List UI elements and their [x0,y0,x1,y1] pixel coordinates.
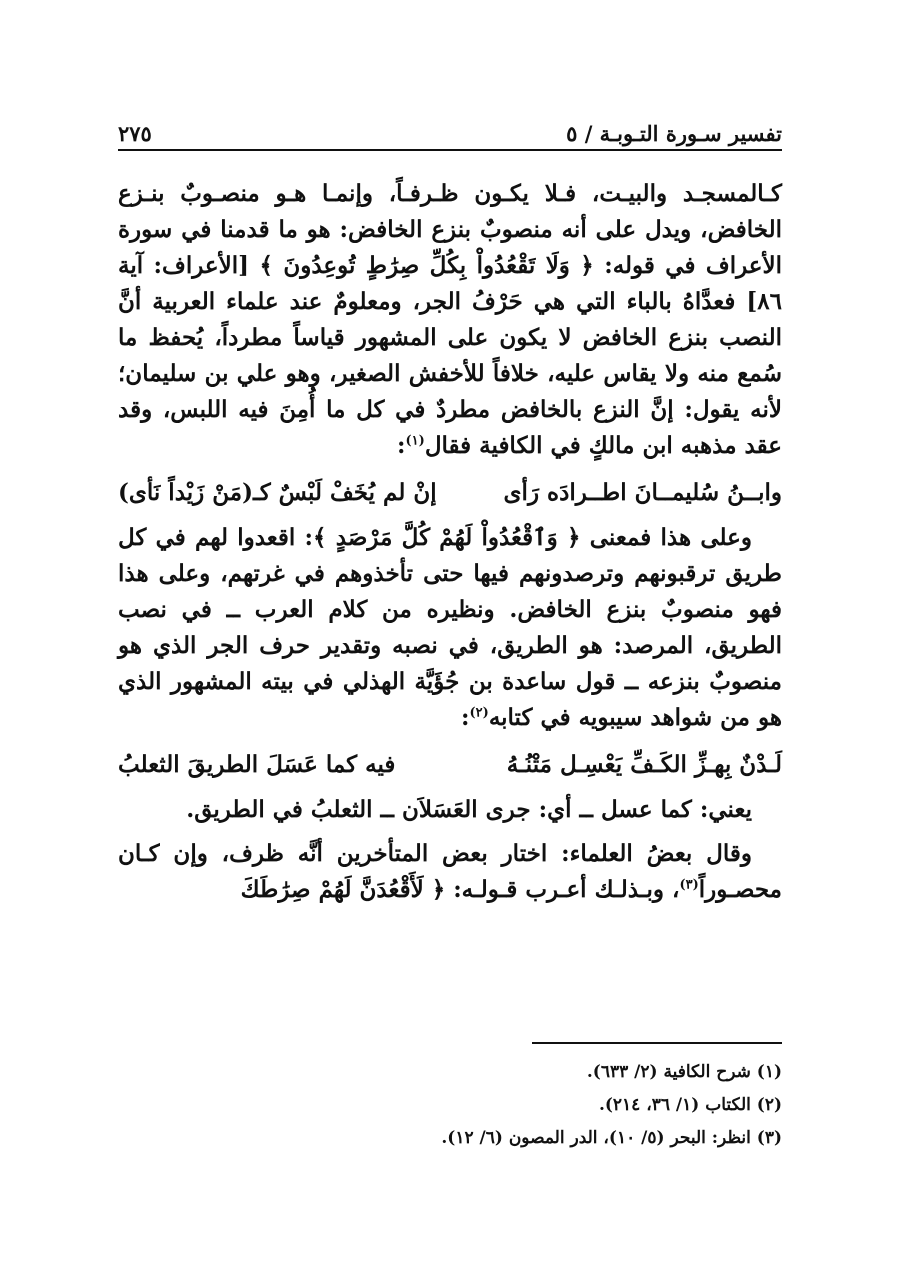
poetry-verse-1 [118,474,782,512]
paragraph-3: يعني: كما عسل ــ أي: جرى العَسَلاَن ــ الثعلبُ في الطريق. [186,796,752,823]
verse-2-first-hemistich: لَـدْنٌ بِهـزِّ الكَـفِّ يَعْسِـل مَتْنُـهُ [506,751,782,778]
footnotes [118,1056,782,1155]
paragraph-2-continued: : اقعدوا لهم في كل طريق ترقبونهم وترصدونهم فيها حتى تأخذوهم في غرتهم، وعلى هذا فهو منصوبٌ بنزع الخافض. ونظيره من كلام العرب ــ في نصب الطريق، المرصد: هو الطريق، في نصبه وتقدير حرف الجر الذي هو منصوبٌ بنزعه ــ قول ساعدة بن جُؤَيَّة الهذلي في بيته المشهور الذي هو من شواهد سيبويه في كتابه [118,524,782,731]
paragraph-4-continued: ، وبـذلـك أعـرب قـولـه: [453,876,680,903]
paragraph-1-end: : [397,432,406,459]
footnote-ref-2[interactable]: (٢) [469,705,489,721]
paragraph-1-text: كـالمسجـد والبيـت، فـلا يكـون ظـرفـاً، وإنمـا هـو منصـوبٌ بنـزع الخافض، ويدل على أنه منصوبٌ بنزع الخافض: هو ما قدمنا في سورة الأعراف في قوله: [118,180,783,279]
paragraph-1 [118,176,782,464]
paragraph-4 [118,836,782,908]
poetry-verse-2 [118,746,782,784]
paragraph-2-start: وعلى هذا فمعنى [589,524,752,551]
verse-1-second-hemistich: إنْ لم يُخَفْ لَبْسٌ كـ(مَنْ زَيْداً نَأى) [118,479,437,506]
main-text [118,176,782,908]
footnote-divider [532,1042,782,1044]
paragraph-1-continued: [الأعراف: آية ٨٦] فعدَّاهُ بالباء التي هي حَرْفُ الجر، ومعلومٌ عند علماء العربية أنَّ النصب بنزع الخافض لا يكون على المشهور قياساً مطرداً، يُحفظ ما سُمع منه ولا يقاس عليه، خلافاً للأخفش الصغير، وهو علي بن سليمان؛ لأنه يقول: إنَّ النزع بالخافض مطردٌ في كل ما أُمِنَ فيه اللبس، وقد عقد مذهبه ابن مالكٍ في الكافية فقال [118,252,782,459]
quran-quote-2: ﴿ وَٱقْعُدُواْ لَهُمْ كُلَّ مَرْصَدٍ ﴾ [313,524,581,551]
paragraph-2 [118,520,782,736]
footnote-ref-1[interactable]: (١) [405,433,425,449]
running-header [118,112,782,146]
footnote-1: (١) شرح الكافية (٢/ ٦٣٣). [586,1062,782,1082]
quran-quote-3: ﴿ لَأَقْعُدَنَّ لَهُمْ صِرَٰطَكَ [240,876,446,903]
verse-1-first-hemistich: وابــنُ سُليمــانَ اطــرادَه رَأى [503,479,782,506]
footnote-2: (٢) الكتاب (١/ ٣٦، ٢١٤). [598,1095,782,1115]
footnote-ref-3[interactable]: (٣) [679,877,699,893]
header-divider [118,149,782,151]
paragraph-2-end: : [461,704,470,731]
verse-2-second-hemistich: فيه كما عَسَلَ الطريقَ الثعلبُ [118,751,396,778]
footnote-3: (٣) انظر: البحر (٥/ ١٠)، الدر المصون (٦/ ١٢). [441,1128,782,1148]
quran-quote-1: ﴿ وَلَا تَقْعُدُواْ بِكُلِّ صِرَٰطٍ تُوعِدُونَ ﴾ [259,252,594,279]
paragraph-4-text: وقال بعضُ العلماء: اختار بعض المتأخرين أنَّه ظرف، وإن كـان محصـوراً [118,840,782,903]
header-title: تفسير سـورة التـوبـة / ٥ [566,121,782,146]
page-number: ٢٧٥ [118,121,152,146]
